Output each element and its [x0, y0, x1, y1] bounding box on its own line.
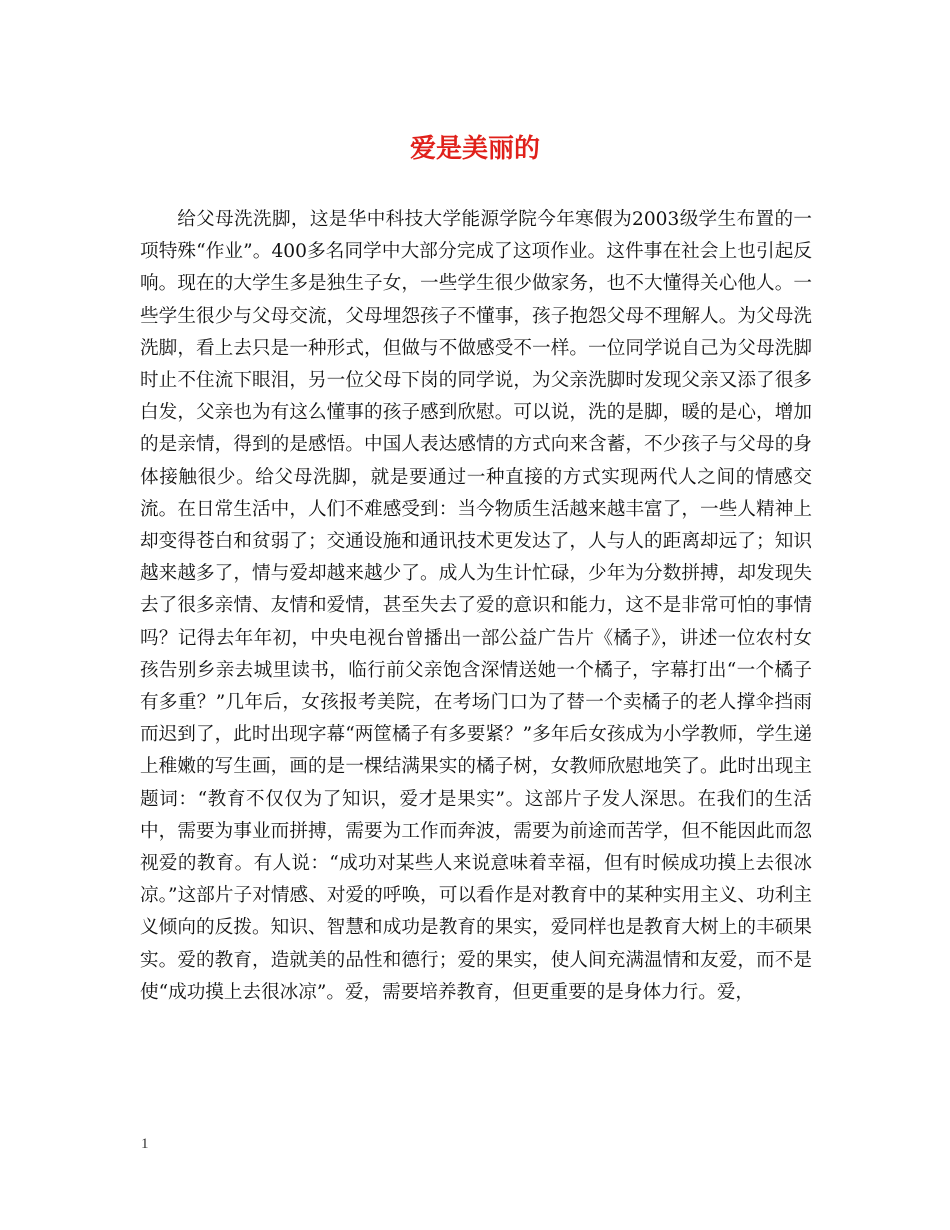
document-title: 爱是美丽的 [409, 134, 540, 164]
body-paragraph: 给父母洗洗脚，这是华中科技大学能源学院今年寒假为2003级学生布置的一项特殊“作业”。400多名同学中大部分完成了这项作业。这件事在社会上也引起反响。现在的大学生多是独生子女，一些学生很少做家务，也不大懂得关心他人。一些学生很少与父母交流，父母埋怨孩子不懂事，孩子抱怨父母不理解人。为父母洗洗脚，看上去只是一种形式，但做与不做感受不一样。一位同学说自己为父母洗脚时止不住流下眼泪，另一位父母下岗的同学说，为父亲洗脚时发现父亲又添了很多白发，父亲也为有这么懂事的孩子感到欣慰。可以说，洗的是脚，暖的是心，增加的是亲情，得到的是感悟。中国人表达感情的方式向来含蓄，不少孩子与父母的身体接触很少。给父母洗脚，就是要通过一种直接的方式实现两代人之间的情感交流。在日常生活中，人们不难感受到：当今物质生活越来越丰富了，一些人精神上却变得苍白和贫弱了；交通设施和通讯技术更发达了，人与人的距离却远了；知识越来越多了，情与爱却越来越少了。成人为生计忙碌，少年为分数拼搏，却发现失去了很多亲情、友情和爱情，甚至失去了爱的意识和能力，这不是非常可怕的事情吗？记得去年年初，中央电视台曾播出一部公益广告片《橘子》，讲述一位农村女孩告别乡亲去城里读书，临行前父亲饱含深情送她一个橘子，字幕打出“一个橘子有多重？”几年后，女孩报考美院，在考场门口为了替一个卖橘子的老人撑伞挡雨而迟到了，此时出现字幕“两筐橘子有多要紧？”多年后女孩成为小学教师，学生递上稚嫩的写生画，画的是一棵结满果实的橘子树，女教师欣慰地笑了。此时出现主题词：“教育不仅仅为了知识，爱才是果实”。这部片子发人深思。在我们的生活中，需要为事业而拼搏，需要为工作而奔波，需要为前途而苦学，但不能因此而忽视爱的教育。有人说：“成功对某些人来说意味着幸福，但有时候成功摸上去很冰凉。”这部片子对情感、对爱的呼唤，可以看作是对教育中的某种实用主义、功利主义倾向的反拨。知识、智慧和成功是教育的果实，爱同样也是教育大树上的丰硕果实。爱的教育，造就美的品性和德行；爱的果实，使人间充满温情和友爱，而不是使“成功摸上去很冰凉”。爱，需要培养教育，但更重要的是身体力行。爱， [140, 209, 812, 1003]
page-number: 1 [141, 1136, 149, 1152]
